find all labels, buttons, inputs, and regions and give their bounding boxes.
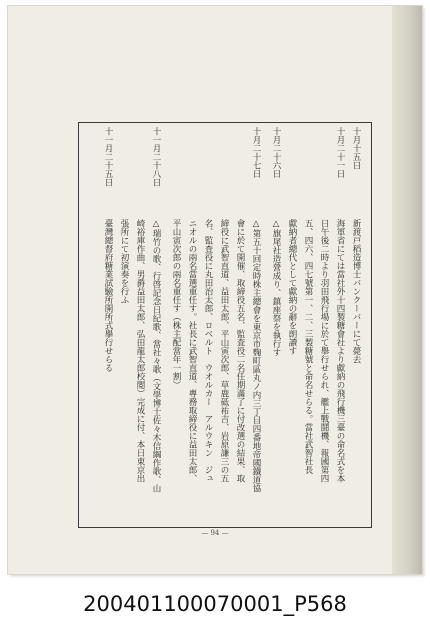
text-column: ニオルの兩名當選重任す。社長に武智直道、專務取締役に益田太郎、	[187, 219, 197, 483]
text-column: 名、監査役に丸田治太郎、ロベルト ウオルカー アルウキン ジュ	[203, 219, 213, 483]
entry-date: 十一月二十五日	[103, 127, 113, 187]
book-page	[8, 6, 422, 574]
entry-date: 十月二十一日	[335, 127, 345, 178]
text-column: 臺灣總督府糖業試驗所開所式擧行せらる	[103, 219, 113, 372]
text-column: 日午後二時より羽田飛行場に於て舉行せられ、艦上戰鬪機、報國第四	[319, 219, 329, 483]
entry-date: 十月二十六日	[271, 127, 281, 178]
text-column: 崎裕庫作曲、男爵益田太郎、弘田龍太郎校閲）完成に付、本日東京出	[135, 219, 145, 483]
text-column: 締役に武智直道、益田太郎、平山寅次郎、草鹿砥祐吉、岩原謙三の五	[219, 219, 229, 483]
text-frame	[78, 122, 372, 528]
text-column: △旗尾社造營成り、鎮座祭を執行す	[271, 219, 281, 357]
book-binding-edge	[392, 6, 422, 574]
page-number: — 94 —	[201, 529, 229, 537]
text-column: 會に於て開催、取締役五名、監査役二名任期滿了に付改選の結果、取	[235, 219, 245, 483]
entry-date: 十一月二十八日	[151, 127, 161, 187]
text-column: △瑞竹の歌、行啓記念日紀歌、當社々歌（文學博士佐々木信綱作歌、山	[151, 219, 161, 493]
text-column: 張所にて初演奏を行ふ	[119, 219, 129, 304]
entry-date: 十月二十七日	[251, 127, 261, 178]
text-column: △第五十回定時株主總會を東京市麴町區丸ノ内三丁目四番地帝國鐵道協	[251, 219, 261, 493]
entry-date: 十月十五日	[351, 127, 361, 170]
image-id-caption: 200401100070001_P568	[83, 592, 347, 616]
text-column: 新渡戸稻造博士バンクーバーにて薨去	[351, 219, 361, 364]
text-column: 獻納者總代として獻納の辭を朗讀す	[287, 219, 297, 355]
text-column: 海軍省にては當社外十四製糖會社より獻納の飛行機三臺の命名式を本	[335, 219, 345, 483]
text-column: 五、四六、四七號第一、二、三製糖號と命名せらる。當社武智社長	[303, 219, 313, 474]
text-column: 平山寅次郎の兩名重任す（株主配當年一割）	[171, 219, 181, 389]
